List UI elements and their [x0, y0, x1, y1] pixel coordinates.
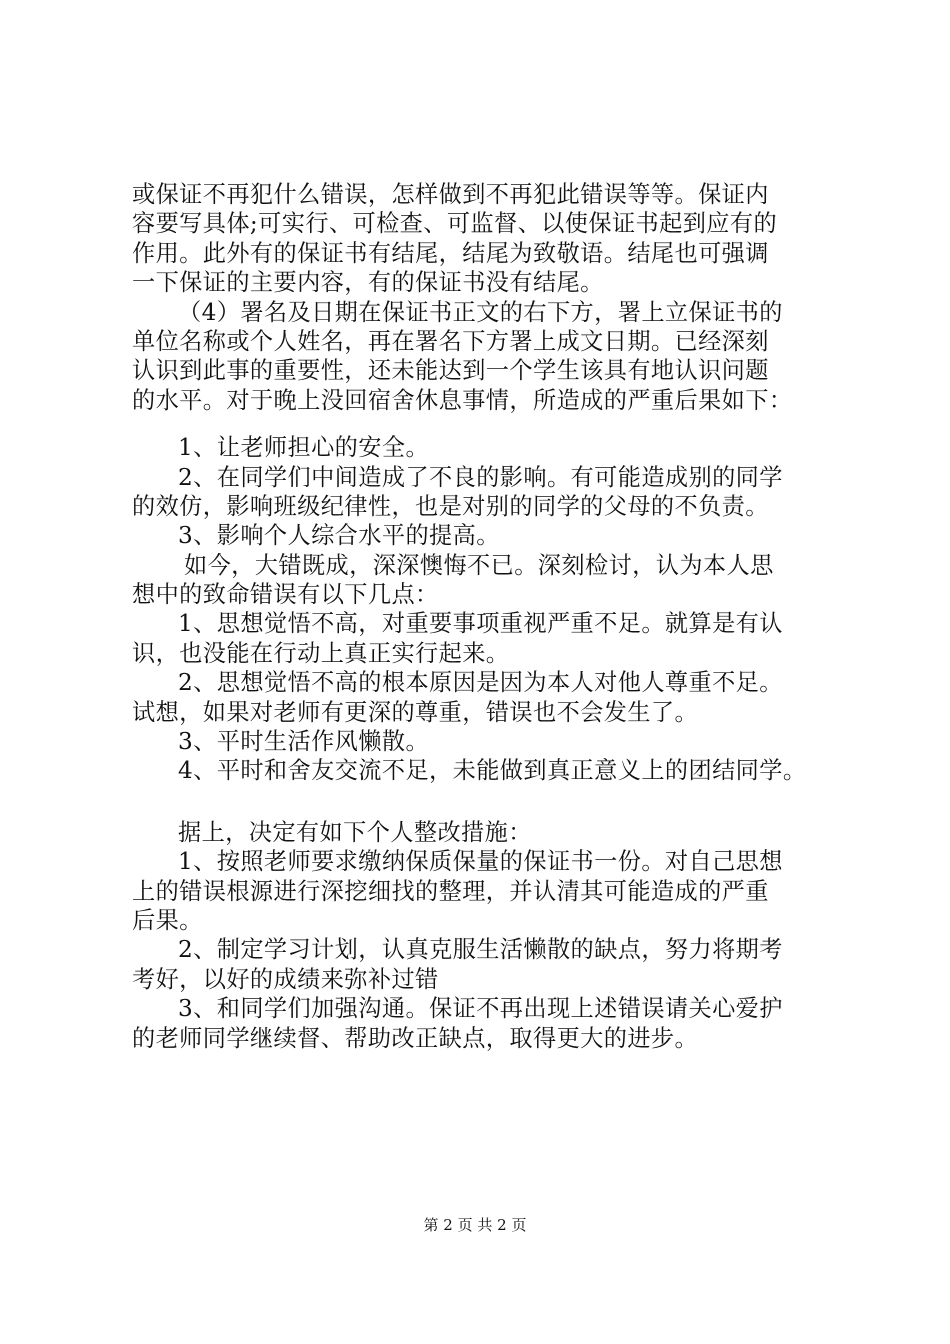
paragraph-spacer: [132, 415, 844, 433]
paragraph-spacer: [132, 802, 844, 818]
text-line: 1、思想觉悟不高，对重要事项重视严重不足。就算是有认: [178, 610, 783, 638]
page-footer: [0, 1216, 950, 1234]
text-line: 1、按照老师要求缴纳保质保量的保证书一份。对自己思想: [178, 848, 783, 876]
text-line: 的水平。对于晚上没回宿舍休息事情，所造成的严重后果如下：: [132, 386, 793, 414]
text-line: 认识到此事的重要性，还未能达到一个学生该具有地认识问题: [132, 357, 769, 385]
text-line: 据上，决定有如下个人整改措施：: [178, 818, 532, 846]
text-line: 后果。: [132, 906, 203, 934]
text-line: 1、让老师担心的安全。: [178, 434, 430, 462]
text-line: 一下保证的主要内容，有的保证书没有结尾。: [132, 269, 604, 297]
text-line: 上的错误根源进行深挖细找的整理，并认清其可能造成的严重: [132, 877, 769, 905]
text-line: 3、影响个人综合水平的提高。: [178, 522, 500, 550]
text-line: 试想，如果对老师有更深的尊重，错误也不会发生了。: [132, 698, 699, 726]
text-line: 的效仿，影响班级纪律性，也是对别的同学的父母的不负责。: [132, 492, 769, 520]
text-line: 单位名称或个人姓名，再在署名下方署上成文日期。已经深刻: [132, 327, 769, 355]
text-line: 2、思想觉悟不高的根本原因是因为本人对他人尊重不足。: [178, 669, 783, 697]
text-line: 想中的致命错误有以下几点：: [132, 581, 439, 609]
text-line: 或保证不再犯什么错误，怎样做到不再犯此错误等等。保证内: [132, 181, 769, 208]
text-line: 3、和同学们加强沟通。保证不再出现上述错误请关心爱护: [178, 995, 783, 1023]
text-line: 4、平时和舍友交流不足，未能做到真正意义上的团结同学。: [178, 757, 807, 785]
paragraph-spacer: [132, 786, 844, 802]
text-line: 2、制定学习计划，认真克服生活懒散的缺点，努力将期考: [178, 936, 783, 964]
text-line: 作用。此外有的保证书有结尾，结尾为致敬语。结尾也可强调: [132, 239, 769, 267]
text-line: 2、在同学们中间造成了不良的影响。有可能造成别的同学: [178, 463, 783, 491]
text-line: （4）署名及日期在保证书正文的右下方，署上立保证书的: [178, 298, 783, 326]
text-line: 的老师同学继续督、帮助改正缺点，取得更大的进步。: [132, 1024, 699, 1052]
text-line: 识，也没能在行动上真正实行起来。: [132, 639, 510, 667]
text-line: 如今，大错既成，深深懊悔不已。深刻检讨，认为本人思: [184, 551, 774, 579]
page-number-label: 第 2 页 共 2 页: [423, 1216, 527, 1234]
document-body: [132, 180, 844, 1053]
text-line: 考好，以好的成绩来弥补过错: [132, 965, 439, 993]
text-line: 容要写具体;可实行、可检查、可监督、以使保证书起到应有的: [132, 210, 778, 238]
text-line: 3、平时生活作风懒散。: [178, 728, 430, 756]
